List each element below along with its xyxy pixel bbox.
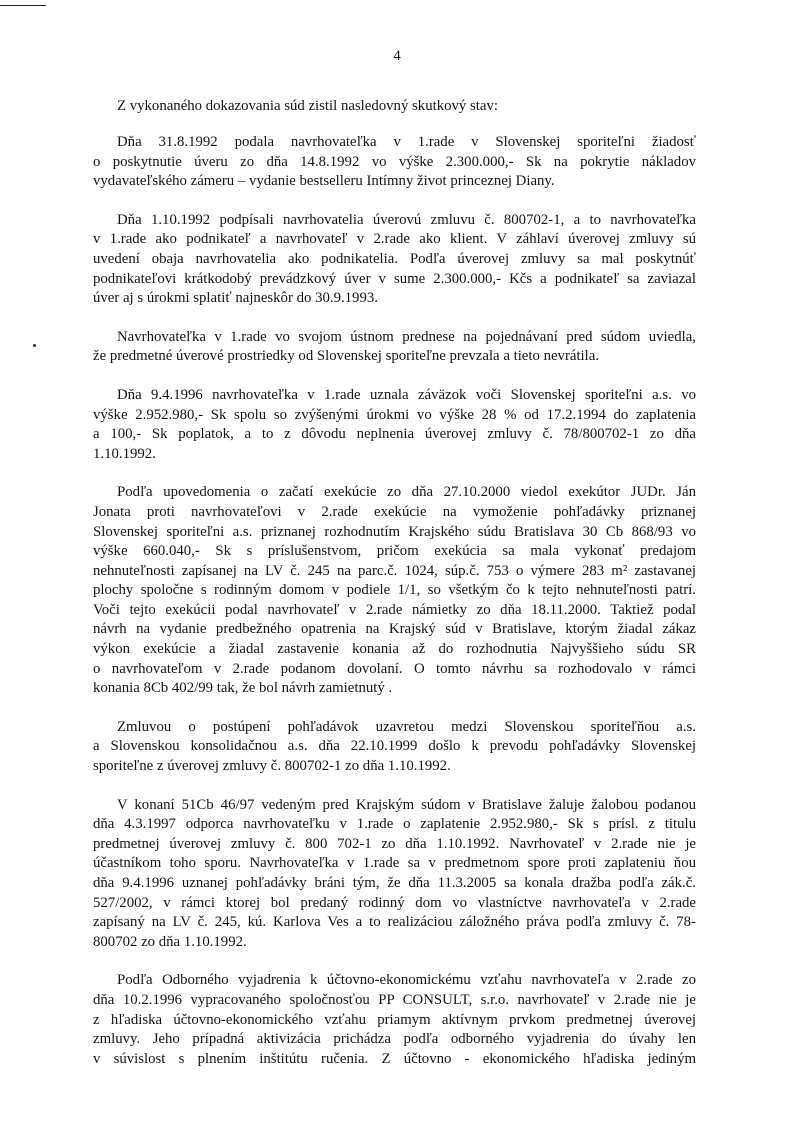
paragraph-line: predmetnej úverovej zmluvy č. 800 702-1 zo dňa 1.10.1992. Navrhovateľ v 2.rade nie je — [93, 835, 696, 852]
paragraph-line: Dňa 1.10.1992 podpísali navrhovatelia úverovú zmluvu č. 800702-1, a to navrhovateľka — [117, 211, 696, 228]
paragraph-line: dňa 4.3.1997 odporca navrhovateľku v 1.rade o zaplatenie 2.952.980,- Sk s prísl. z titulu — [93, 816, 696, 833]
paragraph-line: Voči tejto exekúcii podal navrhovateľ v 2.rade námietky zo dňa 18.11.2000. Taktiež podal — [93, 601, 696, 618]
paragraph-line: návrh na vydanie predbežného opatrenia na Krajský súd v Bratislave, ktorým žiadal zákaz — [93, 621, 696, 638]
paragraph-line: zapísaný na LV č. 245, kú. Karlova Ves a to realizáciou záložného práva podľa zmluvy č. 78- — [93, 914, 696, 931]
paragraph-line: o navrhovateľom v 2.rade podanom dovolaní. O tomto návrhu sa rozhodovalo v rámci — [93, 660, 696, 677]
paragraph-line: sporiteľne z úverovej zmluvy č. 800702-1 zo dňa 1.10.1992. — [93, 758, 451, 775]
paragraph-line: v 1.rade ako podnikateľ a navrhovateľ v 2.rade ako klient. V záhlaví úverovej zmluvy sú — [93, 231, 696, 248]
paragraph-line: nehnuteľnosti zapísanej na LV č. 245 na parc.č. 1024, súp.č. 753 o výmere 283 m² zastavanej — [93, 562, 696, 579]
paragraph-line: dňa 10.2.1996 vypracovaného spoločnosťou PP CONSULT, s.r.o. navrhovateľ v 2.rade nie je — [93, 991, 696, 1008]
paragraph-line: uvedení obaja navrhovatelia ako podnikatelia. Podľa úverovej zmluvy sa mal poskytnúť — [93, 250, 696, 267]
paragraph-line: 800702 zo dňa 1.10.1992. — [93, 933, 247, 950]
paragraph-line: o poskytnutie úveru zo dňa 14.8.1992 vo výške 2.300.000,- Sk na pokrytie nákladov — [93, 153, 696, 170]
paragraph-line: Jonata proti navrhovateľovi v 2.rade exekúcie na vymoženie pohľadávky priznanej — [93, 503, 696, 520]
paragraph-line: a 100,- Sk poplatok, a to z dôvodu neplnenia úverovej zmluvy č. 78/800702-1 zo dňa — [93, 426, 696, 443]
paragraph-line: výške 2.952.980,- Sk spolu so zvýšenými úrokmi vo výške 28 % od 17.2.1994 do zaplatenia — [93, 406, 696, 423]
paragraph-line: 1.10.1992. — [93, 445, 156, 462]
paragraph-line: zmluvy. Jeho prípadná aktivizácia prichádza podľa odborného vyjadrenia do úvahy len — [93, 1031, 696, 1048]
paragraph-line: výške 660.040,- Sk s príslušenstvom, pričom exekúcia sa mala vykonať predajom — [93, 543, 696, 560]
paragraph-line: 527/2002, v rámci ktorej bol predaný rodinný dom vo vlastníctve navrhovateľa v 2.rade — [93, 894, 696, 911]
paragraph-line: Slovenskej sporiteľni a.s. priznanej rozhodnutím Krajského súdu Bratislava 30 Cb 868/93 vo — [93, 523, 696, 540]
paragraph-line: z hľadiska účtovno-ekonomického vzťahu priamym aktívnym prvkom predmetnej úverovej — [93, 1011, 696, 1028]
paragraph — [93, 483, 696, 699]
paragraph-line: Podľa upovedomenia o začatí exekúcie zo dňa 27.10.2000 viedol exekútor JUDr. Ján — [117, 484, 696, 501]
paragraph-line: podnikateľovi krátkodobý prevádzkový úver v sume 2.300.000,- Kčs a podnikateľ sa zaviazal — [93, 270, 696, 287]
scan-corner-mark — [0, 5, 46, 6]
paragraph-line: plochy spoločne s rodinným domom v podiele 1/1, so všetkým čo k tejto nehnuteľnosti patrí. — [93, 582, 696, 599]
paragraph-line: Dňa 9.4.1996 navrhovateľka v 1.rade uznala záväzok voči Slovenskej sporiteľni a.s. vo — [117, 386, 696, 403]
paragraph-line: Podľa Odborného vyjadrenia k účtovno-ekonomickému vzťahu navrhovateľa v 2.rade zo — [117, 972, 696, 989]
paragraph-list — [93, 133, 696, 1069]
page-number: 4 — [393, 48, 401, 64]
paragraph-line: a Slovenskou konsolidačnou a.s. dňa 22.10.1999 došlo k prevodu pohľadávky Slovenskej — [93, 738, 696, 755]
paragraph-line: vydavateľského zámeru – vydanie bestselleru Intímny život princeznej Diany. — [93, 173, 555, 190]
paragraph-line: účastníkom toho sporu. Navrhovateľka v 1.rade sa v predmetnom spore proti zaplateniu ňou — [93, 855, 696, 872]
paragraph — [93, 133, 696, 192]
paragraph-line: výkon exekúcie a žiadal zastavenie konania až do rozhodnutia Najvyššieho súdu SR — [93, 641, 696, 658]
paragraph — [93, 718, 696, 777]
paragraph-line: V konaní 51Cb 46/97 vedeným pred Krajským súdom v Bratislave žaluje žalobou podanou — [117, 796, 696, 813]
paragraph-line: konania 8Cb 402/99 tak, že bol návrh zamietnutý . — [93, 680, 393, 697]
paragraph — [93, 971, 696, 1069]
paragraph — [93, 796, 696, 953]
scan-speck — [33, 344, 36, 347]
paragraph-line: Navrhovateľka v 1.rade vo svojom ústnom prednese na pojednávaní pred súdom uviedla, — [117, 328, 696, 345]
paragraph-line: Zmluvou o postúpení pohľadávok uzavretou medzi Slovenskou sporiteľňou a.s. — [117, 718, 696, 735]
paragraph-line: dňa 9.4.1996 uznanej pohľadávky bráni tým, že dňa 11.3.2005 sa konala dražba podľa zák.č. — [93, 875, 696, 891]
paragraph — [93, 386, 696, 464]
paragraph — [93, 211, 696, 309]
paragraph — [93, 328, 696, 367]
intro-sentence: Z vykonaného dokazovania súd zistil nasledovný skutkový stav: — [117, 98, 498, 114]
paragraph-line: že predmetné úverové prostriedky od Slovenskej sporiteľne prevzala a tieto nevrátila. — [93, 348, 600, 365]
paragraph-line: Dňa 31.8.1992 podala navrhovateľka v 1.rade v Slovenskej sporiteľni žiadosť — [117, 134, 696, 150]
document-body — [93, 96, 696, 1088]
paragraph-line: v súvislost s plnením inštitútu ručenia. Z účtovno - ekonomického hľadiska jediným — [93, 1050, 696, 1067]
paragraph-line: úver aj s úrokmi splatiť najneskôr do 30.9.1993. — [93, 290, 378, 307]
